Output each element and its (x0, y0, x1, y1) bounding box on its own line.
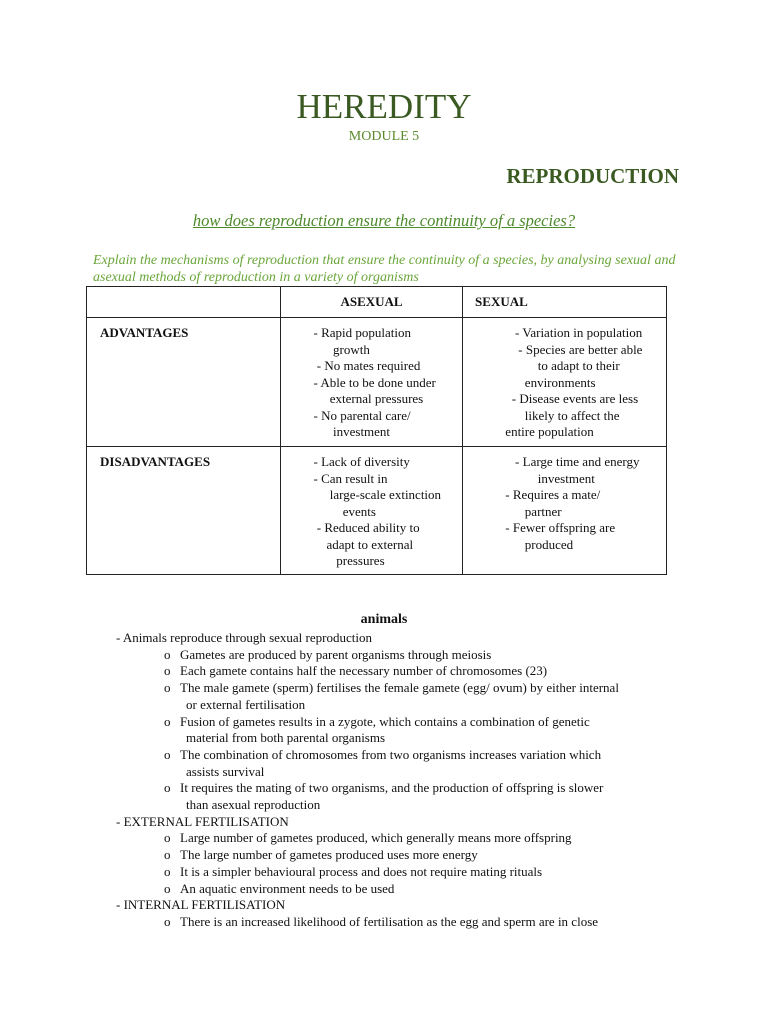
cell-line: adapt to external (281, 536, 414, 552)
cell-line: events (281, 503, 376, 519)
circle-bullet-icon: o (164, 780, 171, 796)
row-label-advantages: ADVANTAGES (87, 318, 281, 447)
inquiry-question: how does reproduction ensure the continuity of a species? (192, 211, 576, 230)
cell-line: environments (463, 374, 596, 390)
circle-bullet-icon: o (164, 863, 171, 879)
table-header-sexual: SEXUAL (463, 287, 667, 318)
notes-section-title: - INTERNAL FERTILISATION (116, 897, 286, 913)
list-item-text: The male gamete (sperm) fertilises the female gamete (egg/ ovum) by either internal (180, 680, 619, 696)
cell-line: - Rapid population (281, 325, 411, 340)
cell-advantages-sexual (463, 318, 667, 447)
circle-bullet-icon: o (164, 663, 171, 679)
list-item (116, 780, 676, 813)
table-row-disadvantages (87, 447, 667, 575)
table-row-advantages (87, 318, 667, 447)
list-item-text: It requires the mating of two organisms, and the production of offspring is slower (180, 780, 604, 796)
table-header-row (87, 287, 667, 318)
cell-line: growth (281, 341, 370, 357)
list-item (116, 864, 676, 881)
list-item-text: There is an increased likelihood of fertilisation as the egg and sperm are in close (180, 913, 599, 929)
circle-bullet-icon: o (164, 646, 171, 662)
circle-bullet-icon: o (164, 913, 171, 929)
cell-line: likely to affect the (463, 407, 620, 423)
cell-line: - Fewer offspring are (463, 520, 616, 535)
list-item (116, 647, 676, 664)
circle-bullet-icon: o (164, 746, 171, 762)
list-item-text: An aquatic environment needs to be used (180, 880, 395, 896)
circle-bullet-icon: o (164, 713, 171, 729)
cell-disadvantages-sexual (463, 447, 667, 575)
cell-line: - Lack of diversity (281, 454, 410, 469)
cell-line: investment (281, 424, 391, 439)
cell-advantages-asexual (281, 318, 463, 447)
cell-line: - Large time and energy (463, 454, 640, 469)
cell-line: to adapt to their (463, 358, 620, 373)
list-item (116, 830, 676, 847)
list-item-continuation: material from both parental organisms (186, 730, 386, 746)
list-item-text: Fusion of gametes results in a zygote, which contains a combination of genetic (180, 713, 590, 729)
list-item (116, 663, 676, 680)
list-item-continuation: or external fertilisation (186, 696, 306, 712)
circle-bullet-icon: o (164, 847, 171, 863)
row-label-disadvantages: DISADVANTAGES (87, 447, 281, 575)
list-item (116, 714, 676, 747)
circle-bullet-icon: o (164, 830, 171, 846)
cell-line: entire population (463, 424, 594, 439)
animals-heading: animals (360, 612, 408, 627)
cell-line: external pressures (281, 391, 424, 406)
notes-section-title: - EXTERNAL FERTILISATION (116, 813, 289, 829)
list-item-text: Each gamete contains half the necessary number of chromosomes (23) (180, 663, 548, 679)
cell-line: - Able to be done under (281, 374, 436, 390)
notes-section-title: - Animals reproduce through sexual reproduction (116, 630, 372, 645)
cell-line: - Variation in population (463, 325, 643, 340)
list-item-continuation: than asexual reproduction (186, 797, 321, 813)
list-item (116, 680, 676, 713)
cell-line: - Disease events are less (463, 391, 639, 406)
module-subtitle: MODULE 5 (348, 129, 420, 144)
list-item-continuation: assists survival (186, 763, 265, 779)
cell-line: pressures (281, 553, 385, 568)
list-item (116, 881, 676, 898)
cell-line: - Requires a mate/ (463, 487, 601, 502)
comparison-table (86, 286, 667, 575)
syllabus-instruction: Explain the mechanisms of reproduction that ensure the continuity of a species, by analysing sexual and asexual methods of reproduction in a variety of organisms (93, 253, 676, 285)
page-title: HEREDITY (296, 87, 472, 126)
list-item (116, 847, 676, 864)
cell-line: - No mates required (281, 358, 421, 373)
animals-notes (116, 630, 676, 931)
table-header-asexual: ASEXUAL (281, 287, 463, 318)
list-item-text: The combination of chromosomes from two organisms increases variation which (180, 746, 602, 762)
list-item (116, 914, 676, 931)
list-item-text: Gametes are produced by parent organisms through meiosis (180, 646, 492, 662)
circle-bullet-icon: o (164, 680, 171, 696)
circle-bullet-icon: o (164, 880, 171, 896)
cell-line: produced (463, 536, 574, 552)
cell-line: investment (463, 470, 595, 486)
list-item (116, 747, 676, 780)
table-header-empty (87, 287, 281, 318)
list-item-text: It is a simpler behavioural process and does not require mating rituals (180, 863, 543, 879)
cell-line: partner (463, 503, 562, 519)
cell-line: - Can result in (281, 470, 388, 486)
cell-disadvantages-asexual (281, 447, 463, 575)
list-item-text: The large number of gametes produced uses more energy (180, 847, 478, 863)
section-heading: REPRODUCTION (506, 164, 679, 188)
cell-line: - No parental care/ (281, 407, 411, 423)
cell-line: - Species are better able (463, 341, 643, 357)
cell-line: - Reduced ability to (281, 520, 420, 535)
list-item-text: Large number of gametes produced, which generally means more offspring (180, 830, 572, 846)
cell-line: large-scale extinction (281, 487, 442, 502)
